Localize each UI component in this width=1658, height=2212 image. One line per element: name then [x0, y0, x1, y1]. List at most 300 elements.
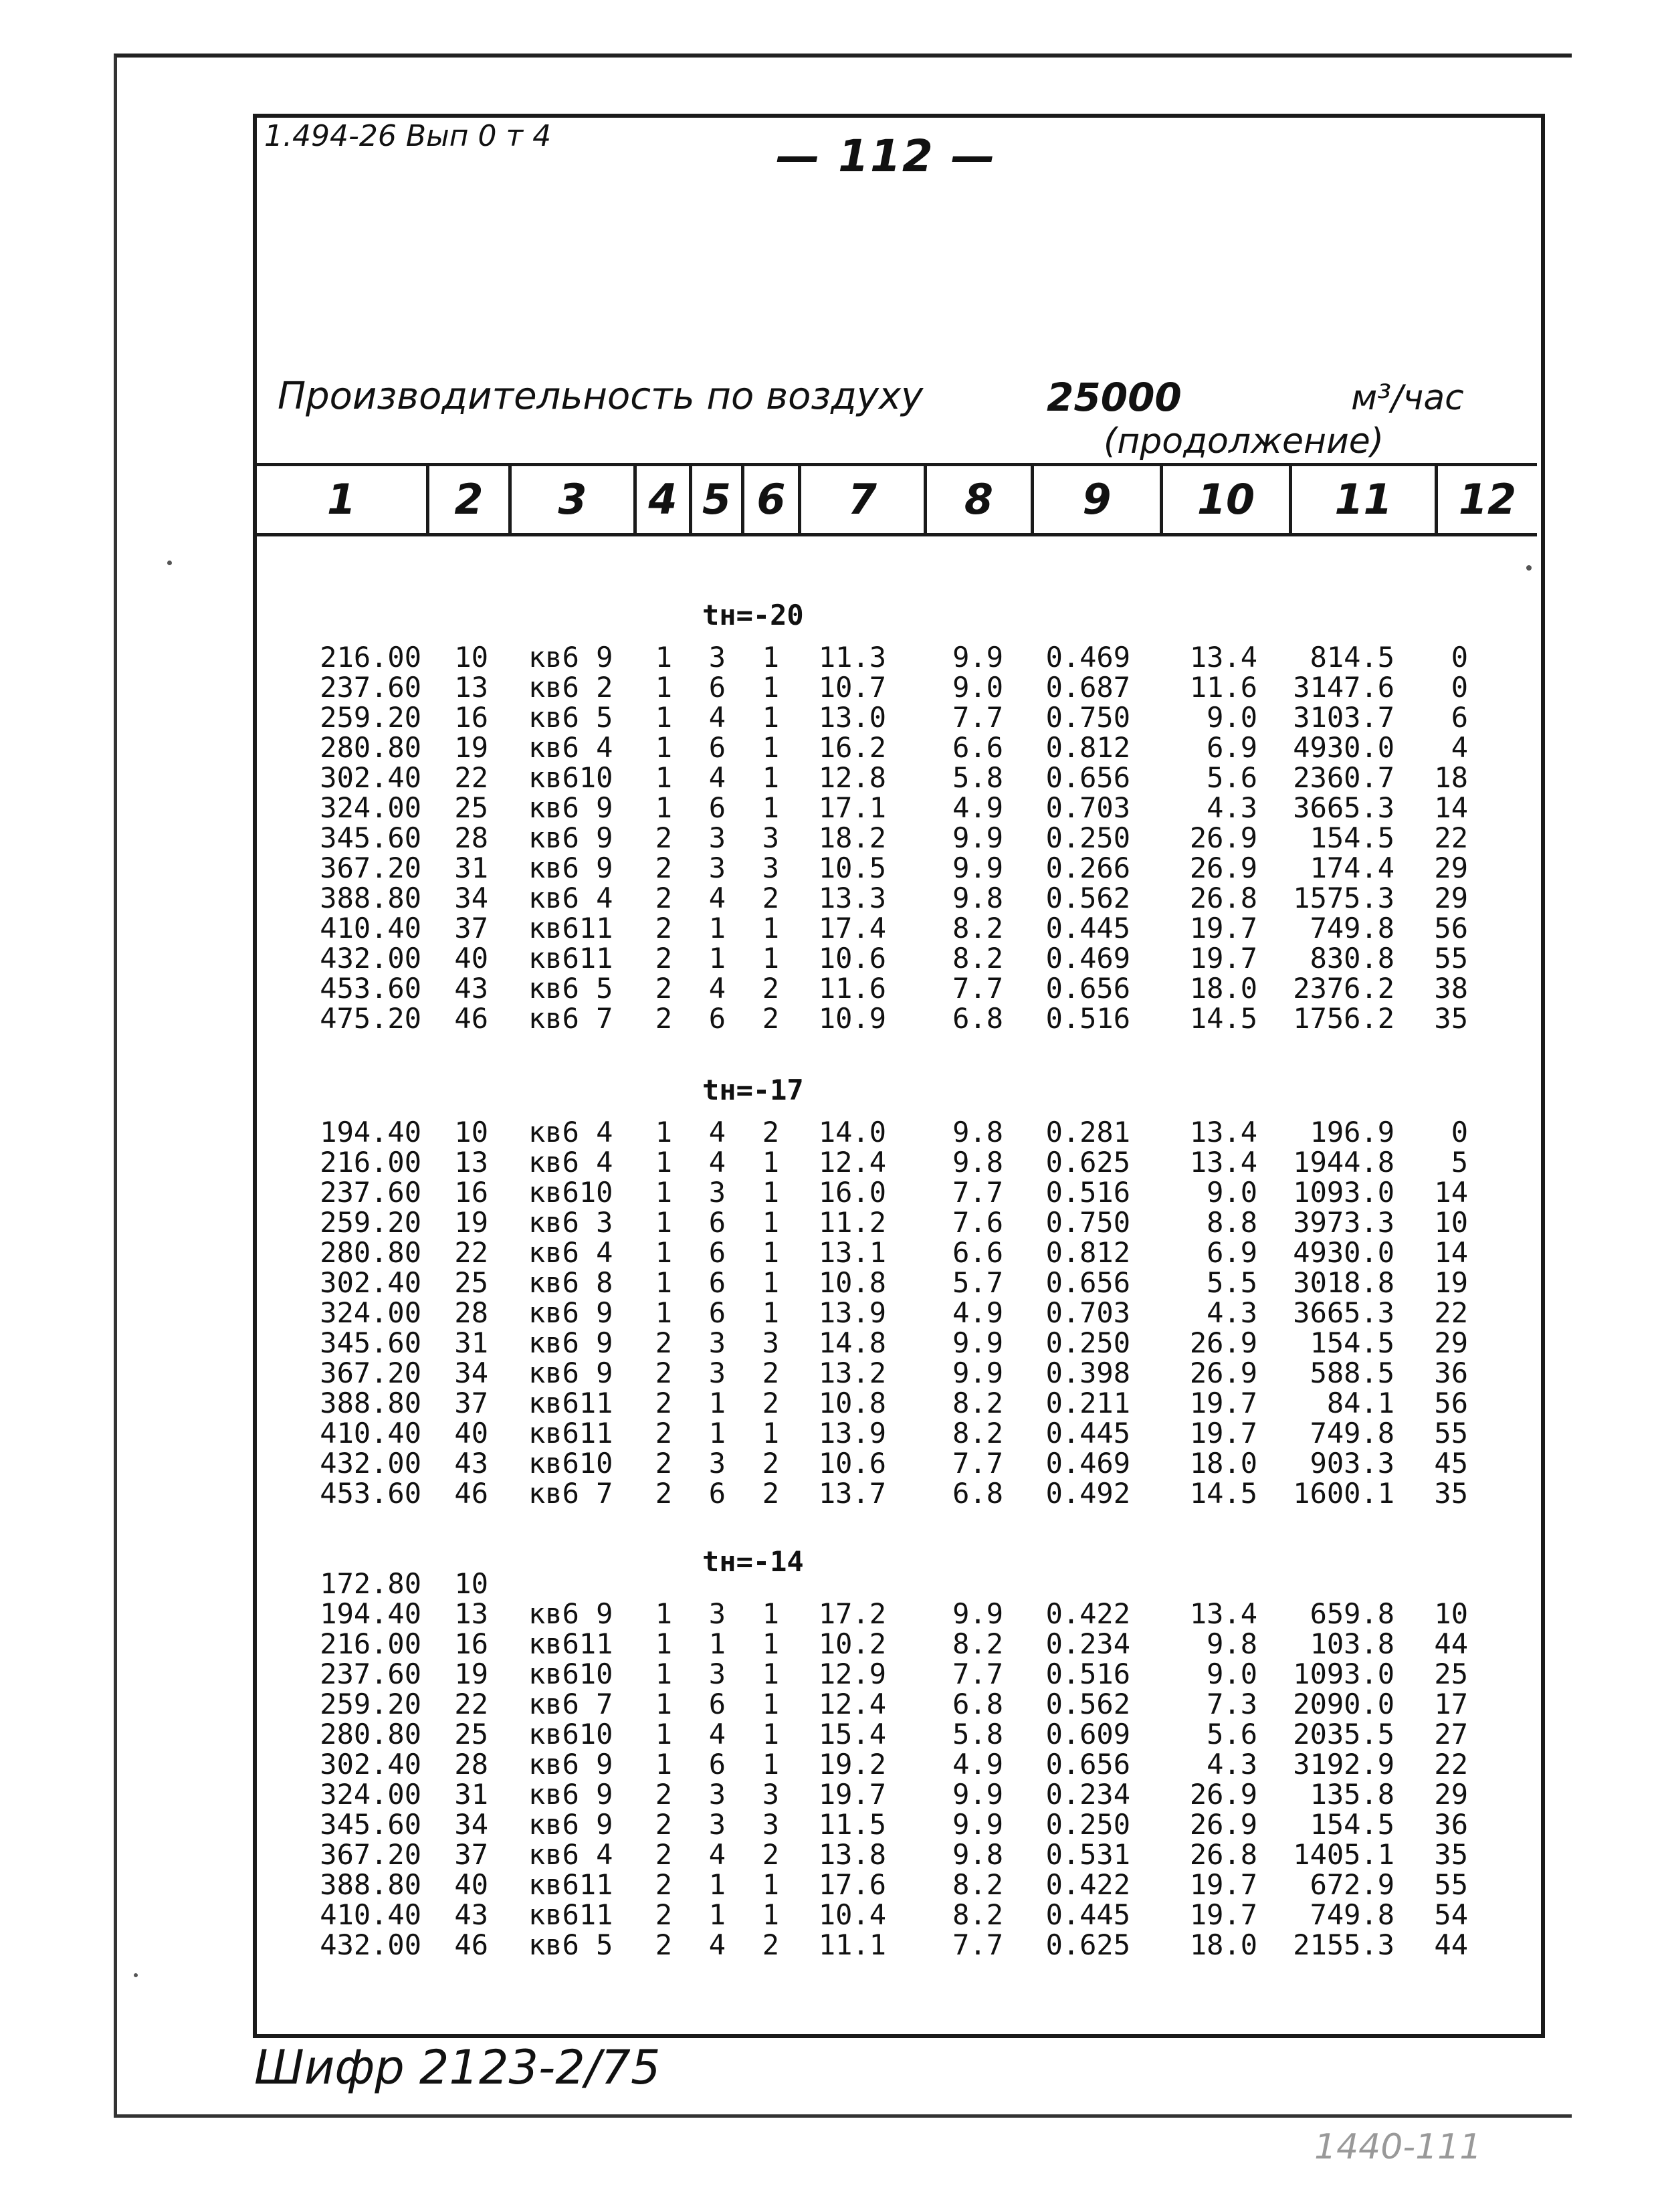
table-cell: 2	[762, 1928, 779, 1961]
table-cell: 25	[454, 1718, 488, 1750]
table-cell: 1	[655, 1718, 672, 1750]
table-cell: 3192.9	[1293, 1748, 1394, 1781]
table-cell: 324.00	[320, 1778, 421, 1811]
table-cell: 6	[708, 1206, 726, 1239]
table-cell: 4	[708, 1146, 726, 1179]
table-cell: 196.9	[1310, 1116, 1394, 1148]
table-cell: 4	[708, 1928, 726, 1961]
table-cell: 14.0	[818, 1116, 886, 1148]
table-cell: 453.60	[320, 972, 421, 1005]
table-cell: 3	[708, 1778, 726, 1811]
table-cell: 15.4	[818, 1718, 886, 1750]
table-cell: 2	[762, 972, 779, 1005]
table-cell: 31	[454, 1778, 488, 1811]
page-number: — 112 —	[776, 130, 997, 182]
table-cell: 2	[762, 1116, 779, 1148]
table-cell: кв611	[528, 1898, 613, 1931]
table-row	[0, 1779, 1658, 1809]
table-cell: 3	[762, 821, 779, 854]
table-row	[0, 642, 1658, 672]
table-cell: 1	[762, 641, 779, 674]
table-cell: 22	[1434, 1748, 1468, 1781]
table-cell: 8.2	[952, 912, 1003, 944]
column-header: 9	[1034, 466, 1163, 533]
table-cell: 0.469	[1045, 1447, 1130, 1480]
table-cell: 3	[708, 1808, 726, 1841]
table-cell: 56	[1434, 912, 1468, 944]
table-cell: 0.656	[1045, 761, 1130, 794]
table-cell: 10.5	[818, 851, 886, 884]
table-cell: 154.5	[1310, 821, 1394, 854]
table-cell: 475.20	[320, 1002, 421, 1035]
table-cell: 4	[708, 1838, 726, 1871]
scan-speck	[167, 561, 172, 565]
column-header-row	[257, 463, 1537, 536]
table-cell: 9.9	[952, 1326, 1003, 1359]
table-cell: 8.2	[952, 942, 1003, 975]
table-row	[0, 1749, 1658, 1779]
table-row	[0, 1298, 1658, 1328]
table-cell: 6.9	[1207, 1236, 1257, 1269]
table-cell: кв6 7	[528, 1688, 613, 1720]
table-cell: 11.3	[818, 641, 886, 674]
table-row	[0, 1003, 1658, 1033]
table-cell: 5.6	[1207, 761, 1257, 794]
table-cell: кв610	[528, 1657, 613, 1690]
table-cell: 25	[454, 791, 488, 824]
table-cell: кв611	[528, 1868, 613, 1901]
table-cell: 9.9	[952, 821, 1003, 854]
table-cell: 2	[655, 1898, 672, 1931]
table-cell: 0.445	[1045, 1417, 1130, 1449]
table-cell: 672.9	[1310, 1868, 1394, 1901]
table-cell: 22	[454, 1236, 488, 1269]
table-cell: 2	[655, 1326, 672, 1359]
table-cell: 2	[655, 821, 672, 854]
table-cell: кв6 9	[528, 1356, 613, 1389]
table-row	[0, 1930, 1658, 1960]
table-cell: 0	[1451, 671, 1468, 704]
table-cell: 237.60	[320, 671, 421, 704]
table-cell: 84.1	[1326, 1387, 1394, 1419]
column-header: 12	[1458, 475, 1517, 524]
table-row	[0, 763, 1658, 793]
table-cell: 0.531	[1045, 1838, 1130, 1871]
table-cell: 6	[708, 1266, 726, 1299]
table-cell: 2	[655, 1356, 672, 1389]
table-cell: 10	[454, 1116, 488, 1148]
table-row	[0, 732, 1658, 763]
table-cell: 3	[708, 641, 726, 674]
table-cell: 14.8	[818, 1326, 886, 1359]
table-cell: кв611	[528, 1387, 613, 1419]
table-cell: кв610	[528, 1176, 613, 1209]
table-cell: 16	[454, 1176, 488, 1209]
table-cell: 40	[454, 942, 488, 975]
table-cell: 2	[655, 851, 672, 884]
capacity-unit: м³/час	[1351, 378, 1464, 418]
table-cell: 1	[762, 912, 779, 944]
table-cell: 1	[655, 791, 672, 824]
table-cell: 3	[708, 1597, 726, 1630]
table-cell: 13.4	[1189, 1116, 1257, 1148]
table-cell: 25	[454, 1266, 488, 1299]
table-cell: 659.8	[1310, 1597, 1394, 1630]
table-cell: 0.750	[1045, 1206, 1130, 1239]
table-cell: 135.8	[1310, 1778, 1394, 1811]
table-cell: 324.00	[320, 1296, 421, 1329]
table-cell: 302.40	[320, 1748, 421, 1781]
table-cell: 410.40	[320, 1417, 421, 1449]
table-cell: кв6 9	[528, 1296, 613, 1329]
table-cell: 27	[1434, 1718, 1468, 1750]
table-cell: 3147.6	[1293, 671, 1394, 704]
table-cell: 1	[655, 1688, 672, 1720]
table-cell: кв6 7	[528, 1477, 613, 1510]
table-cell: 1	[762, 1748, 779, 1781]
table-cell: 19.2	[818, 1748, 886, 1781]
table-cell: 18.0	[1189, 972, 1257, 1005]
table-cell: 324.00	[320, 791, 421, 824]
table-cell: 6	[708, 731, 726, 764]
table-row	[0, 823, 1658, 853]
table-cell: 388.80	[320, 1868, 421, 1901]
table-cell: 11.6	[1189, 671, 1257, 704]
table-cell: 29	[1434, 1326, 1468, 1359]
table-row	[0, 1659, 1658, 1689]
table-row	[0, 672, 1658, 702]
column-header: 5	[692, 466, 744, 533]
table-cell: 1	[762, 1868, 779, 1901]
table-cell: 2	[762, 1477, 779, 1510]
table-cell: 55	[1434, 1868, 1468, 1901]
table-cell: 6.6	[952, 1236, 1003, 1269]
table-cell: 4	[708, 1718, 726, 1750]
table-cell: 19.7	[1189, 1417, 1257, 1449]
table-cell: 0.516	[1045, 1176, 1130, 1209]
table-cell: 7.7	[952, 1176, 1003, 1209]
table-cell: 22	[1434, 821, 1468, 854]
table-cell: 26.9	[1189, 1808, 1257, 1841]
table-cell: 7.7	[952, 1657, 1003, 1690]
table-cell: 0.469	[1045, 641, 1130, 674]
table-cell: 14	[1434, 791, 1468, 824]
table-cell: 0.250	[1045, 821, 1130, 854]
table-cell: 4.3	[1207, 1748, 1257, 1781]
table-row	[0, 1388, 1658, 1418]
table-cell: 4	[708, 1116, 726, 1148]
table-cell: 1	[708, 1868, 726, 1901]
table-cell: 14.5	[1189, 1477, 1257, 1510]
table-cell: 10.2	[818, 1627, 886, 1660]
table-cell: 3	[708, 851, 726, 884]
table-cell: 6.9	[1207, 731, 1257, 764]
table-cell: 103.8	[1310, 1627, 1394, 1660]
table-cell: 9.9	[952, 1808, 1003, 1841]
table-cell: 0.812	[1045, 731, 1130, 764]
table-cell: 7.7	[952, 701, 1003, 734]
table-cell: 1	[655, 701, 672, 734]
table-cell: 13.8	[818, 1838, 886, 1871]
table-cell: 216.00	[320, 1146, 421, 1179]
table-cell: кв6 9	[528, 851, 613, 884]
table-cell: 388.80	[320, 1387, 421, 1419]
table-cell: 19	[454, 1657, 488, 1690]
table-cell: 36	[1434, 1356, 1468, 1389]
table-cell: кв6 4	[528, 1116, 613, 1148]
table-cell: 367.20	[320, 1838, 421, 1871]
table-cell: 154.5	[1310, 1808, 1394, 1841]
table-cell: 4.3	[1207, 1296, 1257, 1329]
table-cell: 44	[1434, 1627, 1468, 1660]
table-row	[0, 1629, 1658, 1659]
table-cell: 9.8	[952, 1838, 1003, 1871]
table-cell: 1	[762, 791, 779, 824]
table-cell: 4	[708, 701, 726, 734]
table-cell: 1	[762, 1898, 779, 1931]
table-cell: 55	[1434, 1417, 1468, 1449]
table-cell: 1	[762, 1417, 779, 1449]
table-cell: 0.516	[1045, 1657, 1130, 1690]
table-cell: 2	[655, 912, 672, 944]
table-cell: 2035.5	[1293, 1718, 1394, 1750]
table-cell: кв6 4	[528, 1146, 613, 1179]
table-cell: 29	[1434, 851, 1468, 884]
table-cell: 432.00	[320, 1447, 421, 1480]
table-row	[0, 853, 1658, 883]
table-cell: кв6 9	[528, 1748, 613, 1781]
table-cell: 1093.0	[1293, 1176, 1394, 1209]
table-cell: 29	[1434, 1778, 1468, 1811]
table-cell: 5.6	[1207, 1718, 1257, 1750]
table-row	[0, 1719, 1658, 1749]
table-cell: 0.703	[1045, 1296, 1130, 1329]
table-cell: 345.60	[320, 821, 421, 854]
table-cell: 2	[655, 1928, 672, 1961]
table-row	[0, 1870, 1658, 1900]
table-cell: кв6 2	[528, 671, 613, 704]
table-cell: 3	[708, 1326, 726, 1359]
column-header: 11	[1292, 466, 1438, 533]
table-cell: кв6 4	[528, 1838, 613, 1871]
table-cell: 9.9	[952, 641, 1003, 674]
table-cell: 12.4	[818, 1688, 886, 1720]
column-header: 4	[637, 466, 692, 533]
table-row	[0, 1839, 1658, 1870]
table-cell: 31	[454, 851, 488, 884]
table-cell: 13.4	[1189, 1597, 1257, 1630]
table-row	[0, 1207, 1658, 1237]
table-cell: 345.60	[320, 1326, 421, 1359]
table-cell: 34	[454, 1808, 488, 1841]
table-cell: 2090.0	[1293, 1688, 1394, 1720]
table-cell: 2	[655, 1868, 672, 1901]
table-cell: 2	[655, 1002, 672, 1035]
table-cell: кв611	[528, 1627, 613, 1660]
table-cell: 9.0	[1207, 701, 1257, 734]
table-cell: 0.609	[1045, 1718, 1130, 1750]
section-label: tн=-14	[702, 1545, 804, 1578]
table-cell: 10	[1434, 1597, 1468, 1630]
column-header: 1	[257, 466, 429, 533]
table-cell: 2	[762, 1447, 779, 1480]
table-cell: 1	[655, 1657, 672, 1690]
table-cell: 1	[655, 641, 672, 674]
table-cell: 0.656	[1045, 1266, 1130, 1299]
table-row	[0, 1900, 1658, 1930]
table-cell: кв6 9	[528, 791, 613, 824]
table-cell: 46	[454, 1928, 488, 1961]
table-cell: 194.40	[320, 1597, 421, 1630]
table-cell: 903.3	[1310, 1447, 1394, 1480]
table-cell: 7.3	[1207, 1688, 1257, 1720]
table-cell: 259.20	[320, 701, 421, 734]
table-cell: 0.250	[1045, 1326, 1130, 1359]
table-cell: 3665.3	[1293, 1296, 1394, 1329]
table-cell: 2	[762, 1838, 779, 1871]
table-cell: 13.9	[818, 1296, 886, 1329]
table-cell: 11.2	[818, 1206, 886, 1239]
table-cell: 2	[655, 1447, 672, 1480]
table-cell: 34	[454, 1356, 488, 1389]
table-cell: 1	[762, 1688, 779, 1720]
table-cell: 8.2	[952, 1898, 1003, 1931]
table-cell: 26.9	[1189, 821, 1257, 854]
table-cell: 22	[1434, 1296, 1468, 1329]
table-cell: 1	[708, 1417, 726, 1449]
table-cell: 1756.2	[1293, 1002, 1394, 1035]
table-cell: 367.20	[320, 851, 421, 884]
table-cell: 1	[655, 1236, 672, 1269]
table-row	[0, 1569, 1658, 1599]
table-cell: 8.2	[952, 1387, 1003, 1419]
table-cell: 26.9	[1189, 1778, 1257, 1811]
table-cell: 1405.1	[1293, 1838, 1394, 1871]
table-cell: 35	[1434, 1838, 1468, 1871]
table-cell: 13.7	[818, 1477, 886, 1510]
table-cell: 43	[454, 1898, 488, 1931]
table-cell: 13.1	[818, 1236, 886, 1269]
table-cell: 6	[708, 671, 726, 704]
table-cell: 7.7	[952, 972, 1003, 1005]
table-cell: 2	[655, 1417, 672, 1449]
table-cell: 13.4	[1189, 641, 1257, 674]
table-cell: 2360.7	[1293, 761, 1394, 794]
table-cell: 0.469	[1045, 942, 1130, 975]
table-cell: 6.8	[952, 1002, 1003, 1035]
table-cell: 1	[655, 1296, 672, 1329]
table-cell: 1	[762, 1176, 779, 1209]
table-row	[0, 1147, 1658, 1177]
table-cell: 830.8	[1310, 942, 1394, 975]
table-cell: 814.5	[1310, 641, 1394, 674]
table-cell: 280.80	[320, 731, 421, 764]
table-cell: 28	[454, 1748, 488, 1781]
table-cell: 1	[708, 1898, 726, 1931]
table-cell: 5.5	[1207, 1266, 1257, 1299]
table-cell: 3	[708, 1657, 726, 1690]
table-cell: 9.9	[952, 1597, 1003, 1630]
table-cell: 1	[762, 1206, 779, 1239]
table-cell: 37	[454, 912, 488, 944]
table-cell: 9.0	[1207, 1176, 1257, 1209]
table-cell: 1	[708, 912, 726, 944]
table-cell: 1	[655, 1176, 672, 1209]
table-row	[0, 973, 1658, 1003]
table-cell: 1	[655, 671, 672, 704]
table-cell: 4930.0	[1293, 731, 1394, 764]
table-cell: 1600.1	[1293, 1477, 1394, 1510]
table-cell: 2	[655, 1477, 672, 1510]
table-cell: 0.250	[1045, 1808, 1130, 1841]
table-cell: кв611	[528, 1417, 613, 1449]
table-cell: 194.40	[320, 1116, 421, 1148]
table-cell: кв6 9	[528, 641, 613, 674]
table-cell: 40	[454, 1417, 488, 1449]
table-cell: 1	[655, 1206, 672, 1239]
table-cell: 11.6	[818, 972, 886, 1005]
table-cell: 5.8	[952, 761, 1003, 794]
column-header: 7	[801, 466, 927, 533]
table-cell: кв6 9	[528, 1326, 613, 1359]
table-cell: 7.7	[952, 1447, 1003, 1480]
table-cell: кв6 7	[528, 1002, 613, 1035]
table-cell: 1944.8	[1293, 1146, 1394, 1179]
capacity-value: 25000	[1047, 375, 1182, 420]
table-cell: кв6 8	[528, 1266, 613, 1299]
table-cell: кв6 4	[528, 882, 613, 914]
table-cell: кв6 5	[528, 1928, 613, 1961]
table-cell: 1	[655, 1597, 672, 1630]
table-cell: 35	[1434, 1002, 1468, 1035]
table-cell: 9.8	[952, 1116, 1003, 1148]
table-cell: 6	[1451, 701, 1468, 734]
table-cell: 14.5	[1189, 1002, 1257, 1035]
table-cell: 0.562	[1045, 1688, 1130, 1720]
table-row	[0, 913, 1658, 943]
table-cell: 3	[708, 1176, 726, 1209]
column-header: 10	[1163, 466, 1292, 533]
table-cell: 237.60	[320, 1657, 421, 1690]
table-cell: 19.7	[1189, 1898, 1257, 1931]
section-label: tн=-17	[702, 1074, 804, 1106]
table-cell: 0.656	[1045, 972, 1130, 1005]
table-row	[0, 793, 1658, 823]
table-cell: 37	[454, 1838, 488, 1871]
table-cell: кв6 9	[528, 1778, 613, 1811]
table-cell: 28	[454, 1296, 488, 1329]
table-cell: 216.00	[320, 641, 421, 674]
table-cell: 0.398	[1045, 1356, 1130, 1389]
table-cell: 4.9	[952, 791, 1003, 824]
table-cell: 3665.3	[1293, 791, 1394, 824]
table-cell: 28	[454, 821, 488, 854]
table-cell: 9.8	[1207, 1627, 1257, 1660]
table-cell: 0.422	[1045, 1868, 1130, 1901]
table-cell: 749.8	[1310, 912, 1394, 944]
table-cell: 16	[454, 701, 488, 734]
table-cell: кв6 9	[528, 1808, 613, 1841]
table-cell: 43	[454, 1447, 488, 1480]
table-cell: 5.8	[952, 1718, 1003, 1750]
table-cell: 0.812	[1045, 1236, 1130, 1269]
table-cell: 4.9	[952, 1748, 1003, 1781]
table-cell: 1	[708, 942, 726, 975]
scan-speck	[1526, 565, 1532, 571]
table-cell: 3	[708, 1356, 726, 1389]
table-cell: 0.703	[1045, 791, 1130, 824]
table-cell: 18.0	[1189, 1447, 1257, 1480]
